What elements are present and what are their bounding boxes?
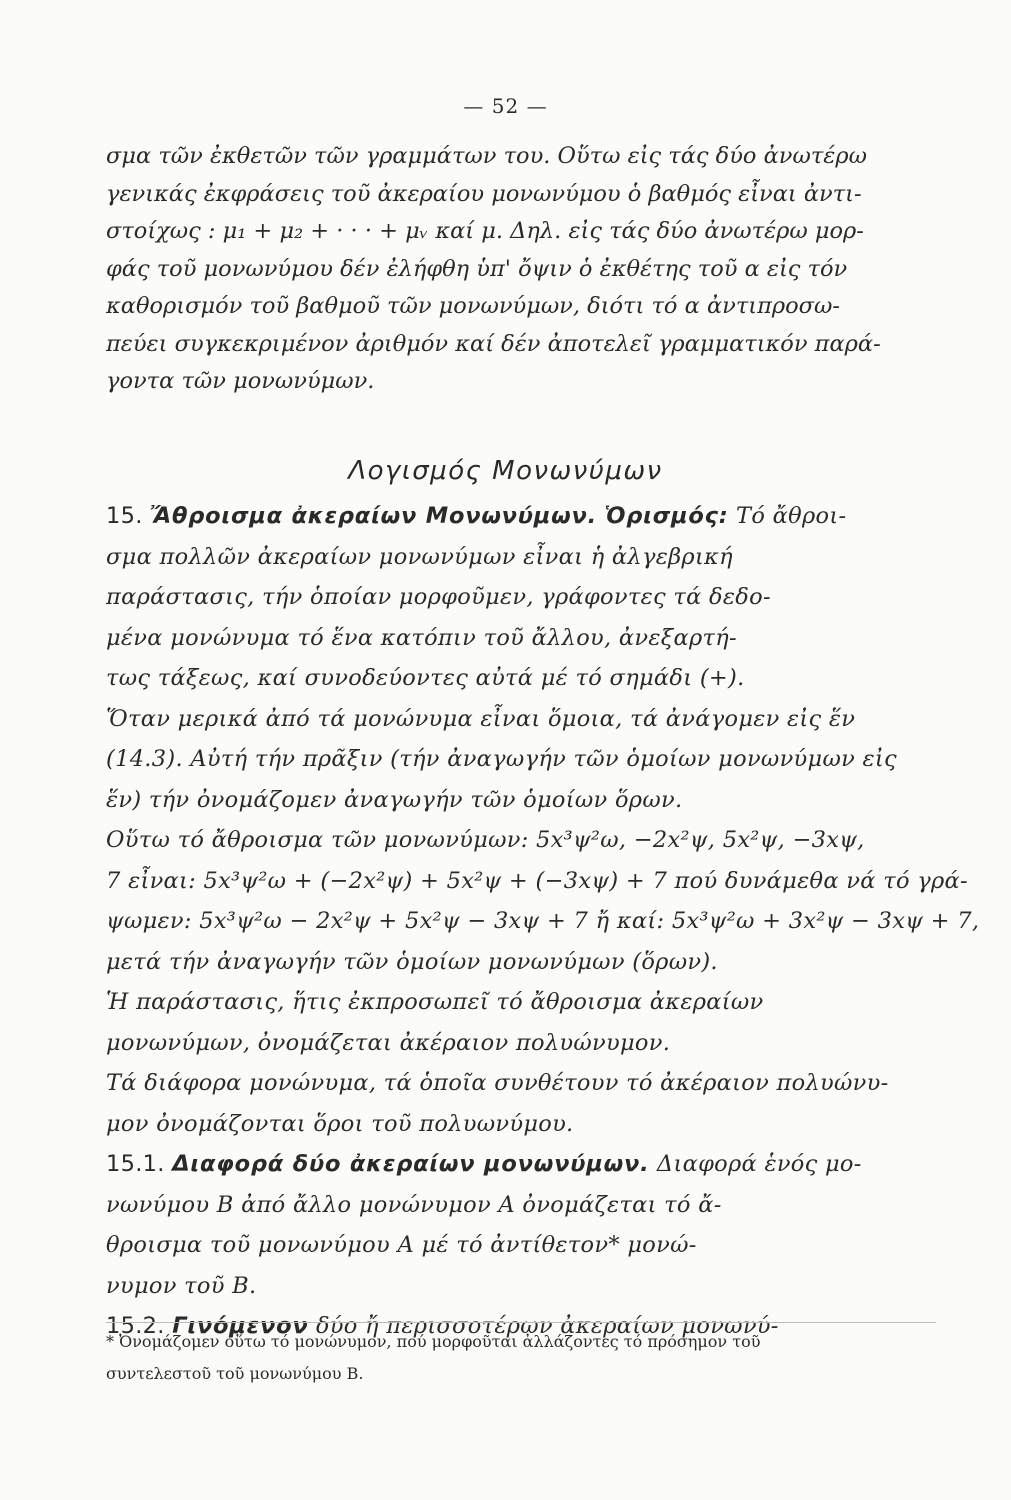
footnote (106, 1326, 936, 1390)
text-line: νυμον τοῦ Β. (106, 1272, 257, 1299)
section-number: 15. (106, 503, 143, 529)
intro-paragraph (106, 138, 936, 401)
section-title: Ἄθροισμα ἀκεραίων Μονωνύμων. (150, 503, 597, 529)
text-line: Τά διάφορα μονώνυμα, τά ὁποῖα συνθέτουν τό ἀκέραιον πολυώνυ- (106, 1070, 889, 1096)
text-line: ψωμεν: 5x³ψ²ω − 2x²ψ + 5x²ψ − 3xψ + 7 ἤ καί: 5x³ψ²ω + 3x²ψ − 3xψ + 7, (106, 908, 980, 934)
chapter-heading: Λογισμός Μονωνύμων (348, 456, 663, 486)
section-title: Γινόμενον (172, 1313, 309, 1339)
text-line: σμα πολλῶν ἀκεραίων μονωνύμων εἶναι ἡ ἀλγεβρική (106, 543, 733, 570)
text-line: θροισμα τοῦ μονωνύμου Α μέ τό ἀντίθετον* μονώ- (106, 1232, 697, 1258)
text-fragment: Τό ἄθροι- (736, 503, 847, 529)
text-line: καθορισμόν τοῦ βαθμοῦ τῶν μονωνύμων, διότι τό α ἀντιπροσω- (106, 293, 840, 319)
text-line: 7 εἶναι: 5x³ψ²ω + (−2x²ψ) + 5x²ψ + (−3xψ) + 7 πού δυνάμεθα νά τό γρά- (106, 867, 968, 894)
text-line: Ὅταν μερικά ἀπό τά μονώνυμα εἶναι ὅμοια, τά ἀνάγομεν εἰς ἕν (106, 705, 856, 732)
definition-label: Ὁρισμός: (604, 503, 729, 529)
footnote-divider (106, 1322, 936, 1323)
section-15-1-title-line (106, 1144, 936, 1185)
section-title: Διαφορά δύο ἀκεραίων μονωνύμων. (172, 1151, 650, 1177)
text-line: Ἡ παράστασις, ἥτις ἐκπροσωπεῖ τό ἄθροισμα ἀκεραίων (106, 989, 764, 1015)
text-line: στοίχως : μ₁ + μ₂ + · · · + μᵥ καί μ. Δηλ. εἰς τάς δύο ἀνωτέρω μορ- (106, 218, 864, 244)
section-number: 15.1. (106, 1151, 165, 1177)
footnote-line: * Ὀνομάζομεν οὕτω τό μονώνυμον, πού μορφοῦται ἀλλάζοντες τό πρόσημον τοῦ (106, 1332, 761, 1351)
page-number: — 52 — (463, 94, 548, 118)
text-line: Οὕτω τό ἄθροισμα τῶν μονωνύμων: 5x³ψ²ω, −2x²ψ, 5x²ψ, −3xψ, (106, 827, 865, 853)
section-15-title-line (106, 496, 936, 537)
text-line: σμα τῶν ἐκθετῶν τῶν γραμμάτων του. Οὕτω εἰς τάς δύο ἀνωτέρω (106, 143, 867, 169)
text-fragment: δύο ἤ περισσοτέρων ἀκεραίων μονωνύ- (315, 1313, 779, 1339)
text-line: ἕν) τήν ὀνομάζομεν ἀναγωγήν τῶν ὁμοίων ὅρων. (106, 786, 683, 813)
text-line: μένα μονώνυμα τό ἕνα κατόπιν τοῦ ἄλλου, ἀνεξαρτή- (106, 624, 737, 651)
text-line: παράστασις, τήν ὁποίαν μορφοῦμεν, γράφοντες τά δεδο- (106, 584, 771, 610)
text-line: νωνύμου Β ἀπό ἄλλο μονώνυμον Α ὀνομάζεται τό ἄ- (106, 1191, 722, 1218)
text-line: (14.3). Αὐτή τήν πρᾶξιν (τήν ἀναγωγήν τῶν ὁμοίων μονωνύμων εἰς (106, 746, 897, 772)
text-line: μον ὀνομάζονται ὅροι τοῦ πολυωνύμου. (106, 1110, 574, 1137)
text-fragment: Διαφορά ἑνός μο- (656, 1151, 862, 1177)
text-line: πεύει συγκεκριμένον ἀριθμόν καί δέν ἀποτελεῖ γραμματικόν παρά- (106, 330, 881, 357)
text-line: μετά τήν ἀναγωγήν τῶν ὁμοίων μονωνύμων (ὅρων). (106, 948, 718, 975)
text-line: φάς τοῦ μονωνύμου δέν ἐλήφθη ὑπ' ὄψιν ὁ ἐκθέτης τοῦ α εἰς τόν (106, 255, 848, 282)
footnote-line: συντελεστοῦ τοῦ μονωνύμου Β. (106, 1364, 364, 1383)
section-number: 15.2. (106, 1313, 165, 1339)
text-line: γοντα τῶν μονωνύμων. (106, 368, 375, 394)
text-line: γενικάς ἐκφράσεις τοῦ ἀκεραίου μονωνύμου ὁ βαθμός εἶναι ἀντι- (106, 180, 862, 207)
text-line: τως τάξεως, καί συνοδεύοντες αὐτά μέ τό σημάδι (+). (106, 665, 745, 691)
section-15 (106, 496, 980, 1347)
text-line: μονωνύμων, ὀνομάζεται ἀκέραιον πολυώνυμον. (106, 1029, 671, 1056)
